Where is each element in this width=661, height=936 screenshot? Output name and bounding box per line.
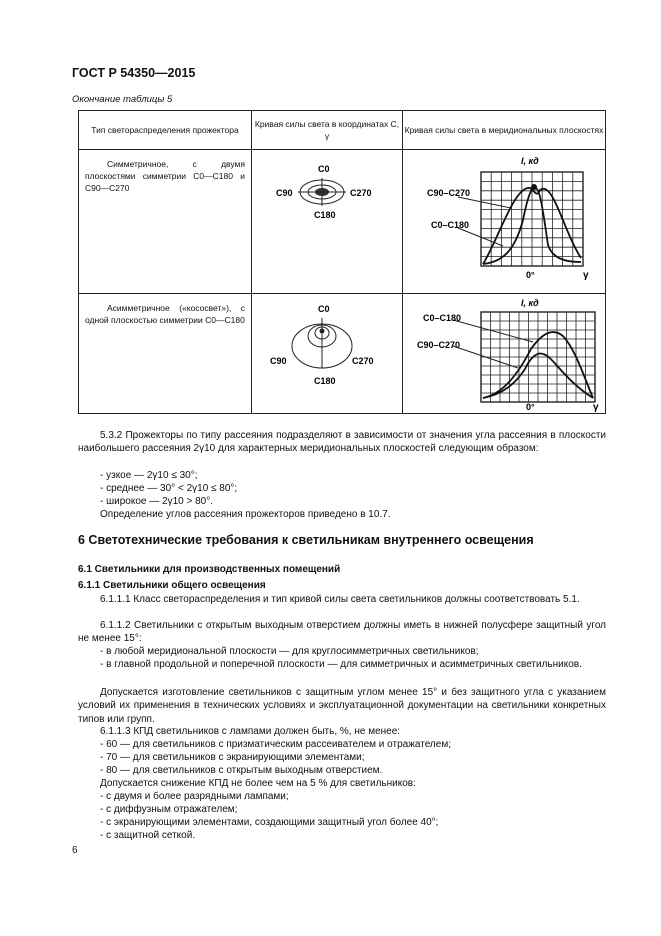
table-row bbox=[79, 294, 606, 414]
c-gamma-diagram-asymmetric bbox=[252, 294, 402, 412]
label-c90: C90 bbox=[276, 188, 293, 198]
header-type: Тип светораспределения прожектора bbox=[79, 111, 252, 150]
table-5 bbox=[78, 110, 606, 414]
list-item: - 70 — для светильников с экранирующими элементами; bbox=[100, 752, 365, 763]
label-c270: C270 bbox=[352, 356, 374, 366]
list-item: - с защитной сеткой. bbox=[100, 830, 196, 841]
list-item: - в главной продольной и поперечной плоскости — для симметричных и асимметричных светильников. bbox=[100, 659, 582, 670]
label-curve-b: C0–C180 bbox=[431, 220, 470, 230]
table-header-row bbox=[79, 111, 606, 150]
list-item: - широкое — 2γ10 > 80°. bbox=[100, 496, 213, 507]
cell-c-diagram bbox=[252, 150, 403, 294]
document-header: ГОСТ Р 54350—2015 bbox=[72, 66, 196, 80]
subsection-heading-6-1-1: 6.1.1 Светильники общего освещения bbox=[78, 580, 266, 591]
cell-meridional-diagram bbox=[403, 294, 606, 414]
paragraph-6-1-1-2: 6.1.1.2 Светильники с открытым выходным отверстием должны иметь в нижней полусфере защитный угол не менее 15°: bbox=[78, 620, 606, 645]
paragraph-5-3-2-note: Определение углов рассеяния прожекторов приведено в 10.7. bbox=[100, 509, 391, 520]
c-gamma-diagram-symmetric bbox=[252, 150, 402, 290]
page-number: 6 bbox=[72, 845, 78, 856]
label-curve-b: C90–C270 bbox=[417, 340, 461, 350]
paragraph-6-1-1-3-note: Допускается снижение КПД не более чем на 5 % для светильников: bbox=[100, 778, 416, 789]
paragraph-5-3-2: 5.3.2 Прожекторы по типу рассеяния подразделяют в зависимости от значения угла рассеяния в плоскости наибольшего рассеяния 2γ10 для характерных меридиональных плоскостей следующим образом: bbox=[78, 430, 606, 455]
subsection-heading-6-1: 6.1 Светильники для производственных помещений bbox=[78, 564, 341, 575]
list-item: - с двумя и более разрядными лампами; bbox=[100, 791, 289, 802]
label-c0: C0 bbox=[318, 164, 330, 174]
list-item: - с диффузным отражателем; bbox=[100, 804, 238, 815]
cell-c-diagram bbox=[252, 294, 403, 414]
label-curve-a: C0–C180 bbox=[423, 313, 462, 323]
cell-meridional-diagram bbox=[403, 150, 606, 294]
list-item: - узкое — 2γ10 ≤ 30°; bbox=[100, 470, 198, 481]
label-c270: C270 bbox=[350, 188, 372, 198]
label-c180: C180 bbox=[314, 210, 336, 220]
paragraph-6-1-1-3: 6.1.1.3 КПД светильников с лампами должен быть, %, не менее: bbox=[100, 726, 401, 737]
meridional-diagram-asymmetric bbox=[403, 294, 605, 412]
label-zero: 0° bbox=[526, 270, 535, 280]
label-c180: C180 bbox=[314, 376, 336, 386]
header-c-gamma: Кривая силы света в координатах C, γ bbox=[252, 111, 403, 150]
label-c90: C90 bbox=[270, 356, 287, 366]
table-caption: Окончание таблицы 5 bbox=[72, 94, 173, 105]
label-gamma: γ bbox=[593, 402, 599, 412]
section-heading-6: 6 Светотехнические требования к светильникам внутреннего освещения bbox=[78, 533, 534, 547]
label-c0: C0 bbox=[318, 304, 330, 314]
list-item: - в любой меридиональной плоскости — для круглосимметричных светильников; bbox=[100, 646, 479, 657]
table-row bbox=[79, 150, 606, 294]
diagram-grid bbox=[481, 312, 595, 402]
label-curve-a: C90–C270 bbox=[427, 188, 471, 198]
list-item: - с экранирующими элементами, создающими защитный угол более 40°; bbox=[100, 817, 439, 828]
type-text: Симметричное, с двумя плоскостями симметрии C0—C180 и C90—C270 bbox=[85, 159, 245, 193]
label-intensity: I, кд bbox=[521, 156, 539, 166]
paragraph-6-1-1-1: 6.1.1.1 Класс светораспределения и тип кривой силы света светильников должны соответствовать 5.1. bbox=[100, 594, 580, 605]
list-item: - 80 — для светильников с открытым выходным отверстием. bbox=[100, 765, 383, 776]
label-gamma: γ bbox=[583, 270, 589, 281]
meridional-diagram-symmetric bbox=[403, 150, 605, 290]
label-intensity: I, кд bbox=[521, 298, 539, 308]
cell-type bbox=[79, 294, 252, 414]
paragraph-6-1-1-2-note: Допускается изготовление светильников с защитным углом менее 15° и без защитного угла с указанием условий их применения в технических условиях и эксплуатационной документации на светильники конкретных типов или групп. bbox=[78, 687, 606, 725]
list-item: - 60 — для светильников с призматическим рассеивателем и отражателем; bbox=[100, 739, 451, 750]
header-meridional: Кривая силы света в меридиональных плоскостях bbox=[403, 111, 606, 150]
cell-type bbox=[79, 150, 252, 294]
list-item: - среднее — 30° < 2γ10 ≤ 80°; bbox=[100, 483, 238, 494]
label-zero: 0° bbox=[526, 402, 535, 412]
type-text: Асимметричное («кососвет»), с одной плоскостью симметрии C0—C180 bbox=[85, 303, 245, 325]
